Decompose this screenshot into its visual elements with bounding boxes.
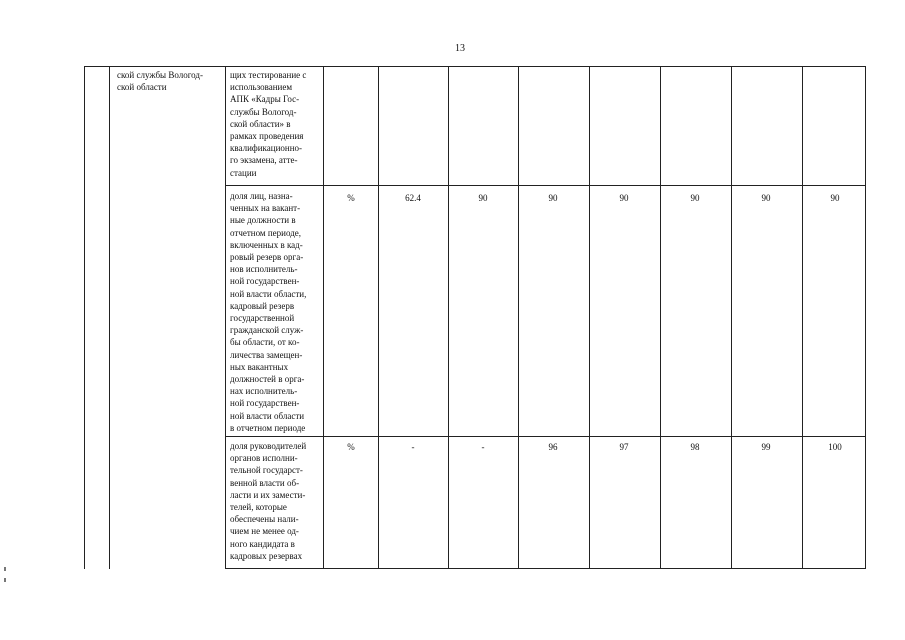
value-cell: 90 — [690, 193, 700, 203]
value-cell: 90 — [761, 193, 771, 203]
unit-cell: % — [347, 193, 355, 203]
indicator-cell: щих тестирование с использованием АПК «Кадры Гос- службы Вологод- ской области» в рамках проведения квалификационно- го экзамена, атте- стации — [230, 70, 307, 178]
unit-cell: % — [347, 442, 355, 452]
value-cell: 100 — [828, 442, 842, 452]
scan-edge-mark — [4, 567, 6, 571]
table-border-bottom — [225, 568, 866, 569]
value-cell: - — [411, 442, 415, 452]
value-cell: 90 — [548, 193, 558, 203]
value-cell: 97 — [619, 442, 629, 452]
scan-edge-mark — [4, 578, 6, 582]
page-number: 13 — [455, 43, 465, 54]
indicator-cell: доля лиц, назна- ченных на вакант- ные должности в отчетном периоде, включенных в кад- ровый резерв орга- нов исполнитель- ной государствен- ной власти области, кадровый резерв государственной гражданской служ- бы области, от ко- личества замещен- ных вакантных должностей в орга- нах исполнитель- ной государствен- ной власти области в отчетном периоде — [230, 191, 307, 433]
value-cell: - — [481, 442, 485, 452]
value-cell: 99 — [761, 442, 771, 452]
value-cell: 96 — [548, 442, 558, 452]
indicator-cell: доля руководителей органов исполни- тельной государст- венной власти об- ласти и их замести- телей, которые обеспечены нали- чием не менее од- ного кандидата в кадровых резервах — [230, 441, 307, 561]
column-divider — [802, 66, 803, 569]
value-cell: 90 — [478, 193, 488, 203]
table-border-right — [865, 66, 866, 569]
row-divider — [225, 436, 866, 437]
column-divider — [378, 66, 379, 569]
column-divider — [448, 66, 449, 569]
column-divider — [660, 66, 661, 569]
value-cell: 90 — [619, 193, 629, 203]
column-divider — [323, 66, 324, 569]
table-border-left — [84, 66, 85, 569]
column-divider — [225, 66, 226, 569]
value-cell: 90 — [830, 193, 840, 203]
table-border-top — [84, 66, 866, 67]
value-cell: 98 — [690, 442, 700, 452]
column-divider — [518, 66, 519, 569]
column-divider — [589, 66, 590, 569]
row-divider — [225, 185, 866, 186]
column-divider — [109, 66, 110, 569]
value-cell: 62.4 — [405, 193, 421, 203]
org-cell: ской службы Вологод- ской области — [117, 70, 203, 93]
column-divider — [731, 66, 732, 569]
